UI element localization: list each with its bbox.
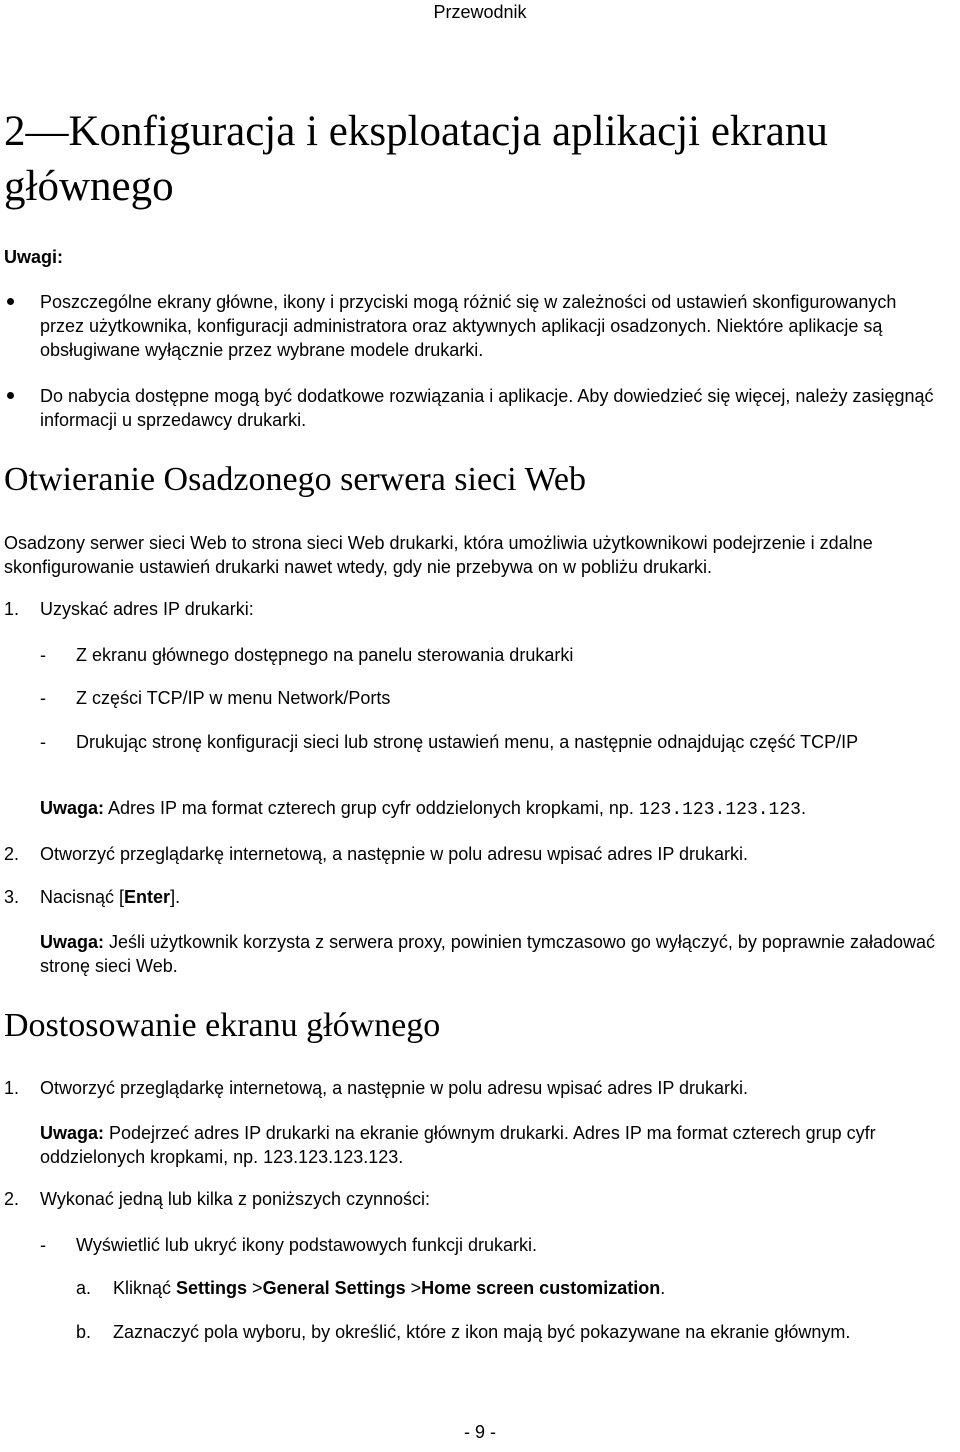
chapter-title: 2—Konfiguracja i eksploatacja aplikacji ekranu głównego — [4, 108, 828, 210]
customize-step-1-text: Otworzyć przeglądarkę internetową, a następnie w polu adresu wpisać adres IP drukarki. — [40, 1078, 749, 1098]
substep-letter: a. — [76, 1278, 92, 1298]
step-number: 2. — [4, 844, 20, 864]
step-3-text: Nacisnąć [Enter]. — [40, 887, 181, 907]
dash-marker: - — [40, 645, 46, 665]
substep-letter: b. — [76, 1322, 92, 1342]
substep-a-text: Kliknąć Settings >General Settings >Home screen customization. — [113, 1278, 666, 1298]
note-ip-format: Uwaga: Adres IP ma format czterech grup cyfr oddzielonych kropkami, np. 123.123.123.123. — [40, 798, 806, 820]
step-number: 1. — [4, 599, 20, 619]
substep-b-text: Zaznaczyć pola wyboru, by określić, które z ikon mają być pokazywane na ekranie głównym. — [113, 1322, 851, 1342]
customize-dash-item: Wyświetlić lub ukryć ikony podstawowych funkcji drukarki. — [76, 1235, 537, 1255]
step-2-text: Otworzyć przeglądarkę internetową, a następnie w polu adresu wpisać adres IP drukarki. — [40, 844, 749, 864]
page-number: - 9 - — [463, 1422, 496, 1442]
dash-marker: - — [40, 1235, 46, 1255]
note-proxy: Uwaga: Jeśli użytkownik korzysta z serwera proxy, powinien tymczasowo go wyłączyć, by poprawnie załadować stronę sieci Web. — [40, 932, 936, 976]
step-number: 2. — [4, 1189, 20, 1209]
dash-marker: - — [40, 688, 46, 708]
bullet-dot — [7, 298, 14, 305]
ip-source-item-3: Drukując stronę konfiguracji sieci lub stronę ustawień menu, a następnie odnajdując część TCP/IP — [76, 732, 859, 752]
step-number: 1. — [4, 1078, 20, 1098]
section-title-ews: Otwieranie Osadzonego serwera sieci Web — [4, 461, 586, 498]
step-number: 3. — [4, 887, 20, 907]
section-title-customize: Dostosowanie ekranu głównego — [4, 1007, 441, 1044]
section-intro: Osadzony serwer sieci Web to strona sieci Web drukarki, która umożliwia użytkownikowi podejrzenie i zdalne skonfigurowanie ustawień drukarki nawet wtedy, gdy nie przebywa on w pobliżu drukarki. — [4, 533, 873, 577]
note-view-ip: Uwaga: Podejrzeć adres IP drukarki na ekranie głównym drukarki. Adres IP ma format czterech grup cyfr oddzielonych kropkami, np. 123.123.123.123. — [40, 1123, 876, 1167]
notes-item-1: Poszczególne ekrany główne, ikony i przyciski mogą różnić się w zależności od ustawień skonfigurowanych przez użytkownika, konfiguracji administratora oraz aktywnych aplikacji osadzonych. Niektóre aplikacje są obsługiwane wyłącznie przez wybrane modele drukarki. — [40, 292, 897, 360]
step-1-text: Uzyskać adres IP drukarki: — [40, 599, 254, 619]
notes-item-2: Do nabycia dostępne mogą być dodatkowe rozwiązania i aplikacje. Aby dowiedzieć się więcej, należy zasięgnąć informacji u sprzedawcy drukarki. — [40, 386, 934, 430]
ip-source-item-2: Z części TCP/IP w menu Network/Ports — [76, 688, 391, 708]
dash-marker: - — [40, 732, 46, 752]
notes-label: Uwagi: — [4, 247, 64, 267]
ip-source-item-1: Z ekranu głównego dostępnego na panelu sterowania drukarki — [76, 645, 574, 665]
bullet-dot — [7, 392, 14, 399]
document-header: Przewodnik — [433, 2, 527, 22]
customize-step-2-text: Wykonać jedną lub kilka z poniższych czynności: — [40, 1189, 431, 1209]
